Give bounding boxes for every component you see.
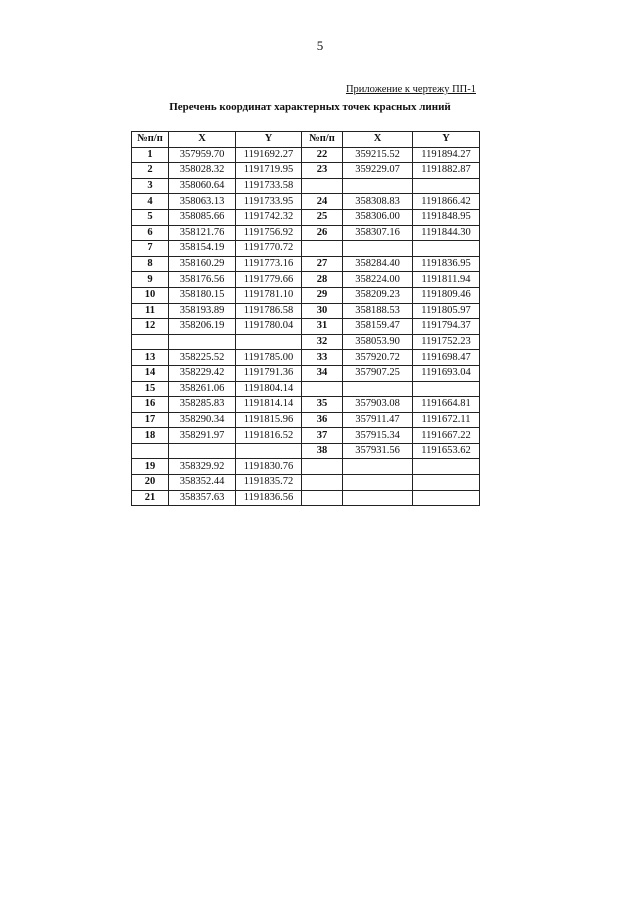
x-left-cell: 358229.42 bbox=[169, 365, 236, 381]
point-number-right-cell bbox=[302, 475, 343, 491]
point-number-right-cell: 28 bbox=[302, 272, 343, 288]
y-left-cell: 1191773.16 bbox=[236, 256, 302, 272]
table-row bbox=[132, 490, 480, 506]
x-left-cell: 358285.83 bbox=[169, 397, 236, 413]
y-left-cell: 1191779.66 bbox=[236, 272, 302, 288]
y-right-cell: 1191836.95 bbox=[413, 256, 480, 272]
x-left-cell: 358206.19 bbox=[169, 319, 236, 335]
y-right-cell bbox=[413, 381, 480, 397]
point-number-left-cell: 15 bbox=[132, 381, 169, 397]
point-number-left-cell: 17 bbox=[132, 412, 169, 428]
x-right-cell: 359229.07 bbox=[343, 163, 413, 179]
point-number-left-cell: 6 bbox=[132, 225, 169, 241]
y-right-cell: 1191667.22 bbox=[413, 428, 480, 444]
point-number-left-cell: 7 bbox=[132, 241, 169, 257]
point-number-right-cell bbox=[302, 178, 343, 194]
y-left-cell: 1191830.76 bbox=[236, 459, 302, 475]
x-right-cell: 357915.34 bbox=[343, 428, 413, 444]
table-header-row bbox=[132, 132, 480, 148]
x-right-cell bbox=[343, 490, 413, 506]
table-row bbox=[132, 334, 480, 350]
x-left-cell: 358176.56 bbox=[169, 272, 236, 288]
y-right-cell: 1191653.62 bbox=[413, 443, 480, 459]
document-title: Перечень координат характерных точек красных линий bbox=[169, 101, 451, 113]
point-number-left-cell: 16 bbox=[132, 397, 169, 413]
point-number-left-cell: 3 bbox=[132, 178, 169, 194]
y-right-cell: 1191698.47 bbox=[413, 350, 480, 366]
y-right-cell bbox=[413, 178, 480, 194]
x-left-cell: 358160.29 bbox=[169, 256, 236, 272]
point-number-right-cell: 32 bbox=[302, 334, 343, 350]
x-right-cell: 358224.00 bbox=[343, 272, 413, 288]
y-left-cell: 1191804.14 bbox=[236, 381, 302, 397]
x-left-cell: 358154.19 bbox=[169, 241, 236, 257]
x-right-cell: 357907.25 bbox=[343, 365, 413, 381]
point-number-left-cell: 11 bbox=[132, 303, 169, 319]
y-left-cell: 1191692.27 bbox=[236, 147, 302, 163]
point-number-right-cell bbox=[302, 381, 343, 397]
table-row bbox=[132, 178, 480, 194]
table-row bbox=[132, 412, 480, 428]
point-number-right-cell: 38 bbox=[302, 443, 343, 459]
y-left-cell: 1191836.56 bbox=[236, 490, 302, 506]
x-right-cell: 358209.23 bbox=[343, 287, 413, 303]
y-left-cell: 1191770.72 bbox=[236, 241, 302, 257]
point-number-left-cell: 12 bbox=[132, 319, 169, 335]
header-x-left: X bbox=[169, 132, 236, 148]
x-right-cell: 357931.56 bbox=[343, 443, 413, 459]
point-number-right-cell: 26 bbox=[302, 225, 343, 241]
y-left-cell: 1191780.04 bbox=[236, 319, 302, 335]
x-left-cell: 358352.44 bbox=[169, 475, 236, 491]
point-number-left-cell: 2 bbox=[132, 163, 169, 179]
y-left-cell: 1191719.95 bbox=[236, 163, 302, 179]
point-number-left-cell: 21 bbox=[132, 490, 169, 506]
x-right-cell bbox=[343, 475, 413, 491]
x-left-cell: 358063.13 bbox=[169, 194, 236, 210]
y-left-cell: 1191781.10 bbox=[236, 287, 302, 303]
x-right-cell bbox=[343, 241, 413, 257]
x-left-cell: 358290.34 bbox=[169, 412, 236, 428]
y-left-cell: 1191733.58 bbox=[236, 178, 302, 194]
y-right-cell: 1191848.95 bbox=[413, 209, 480, 225]
table-row bbox=[132, 256, 480, 272]
x-right-cell: 358284.40 bbox=[343, 256, 413, 272]
y-right-cell: 1191664.81 bbox=[413, 397, 480, 413]
x-right-cell: 358307.16 bbox=[343, 225, 413, 241]
point-number-right-cell: 33 bbox=[302, 350, 343, 366]
point-number-left-cell: 18 bbox=[132, 428, 169, 444]
y-left-cell bbox=[236, 334, 302, 350]
y-right-cell bbox=[413, 459, 480, 475]
y-right-cell: 1191794.37 bbox=[413, 319, 480, 335]
y-left-cell: 1191742.32 bbox=[236, 209, 302, 225]
y-left-cell bbox=[236, 443, 302, 459]
y-right-cell bbox=[413, 475, 480, 491]
header-number-left: №п/п bbox=[132, 132, 169, 148]
point-number-left-cell: 13 bbox=[132, 350, 169, 366]
point-number-left-cell: 1 bbox=[132, 147, 169, 163]
point-number-right-cell: 22 bbox=[302, 147, 343, 163]
y-left-cell: 1191791.36 bbox=[236, 365, 302, 381]
table-row bbox=[132, 459, 480, 475]
y-left-cell: 1191814.14 bbox=[236, 397, 302, 413]
y-left-cell: 1191733.95 bbox=[236, 194, 302, 210]
point-number-right-cell: 27 bbox=[302, 256, 343, 272]
page-number: 5 bbox=[316, 38, 324, 53]
y-right-cell: 1191693.04 bbox=[413, 365, 480, 381]
x-right-cell: 359215.52 bbox=[343, 147, 413, 163]
x-left-cell: 358291.97 bbox=[169, 428, 236, 444]
y-left-cell: 1191785.00 bbox=[236, 350, 302, 366]
table-row bbox=[132, 319, 480, 335]
coordinates-table bbox=[131, 131, 480, 506]
point-number-right-cell bbox=[302, 241, 343, 257]
x-left-cell: 358225.52 bbox=[169, 350, 236, 366]
y-right-cell bbox=[413, 241, 480, 257]
point-number-left-cell: 8 bbox=[132, 256, 169, 272]
y-right-cell: 1191866.42 bbox=[413, 194, 480, 210]
point-number-right-cell: 36 bbox=[302, 412, 343, 428]
y-left-cell: 1191756.92 bbox=[236, 225, 302, 241]
point-number-left-cell: 19 bbox=[132, 459, 169, 475]
table-row bbox=[132, 272, 480, 288]
x-left-cell bbox=[169, 443, 236, 459]
x-left-cell: 358060.64 bbox=[169, 178, 236, 194]
table-row bbox=[132, 163, 480, 179]
point-number-right-cell: 31 bbox=[302, 319, 343, 335]
table-row bbox=[132, 287, 480, 303]
y-right-cell bbox=[413, 490, 480, 506]
y-right-cell: 1191844.30 bbox=[413, 225, 480, 241]
x-right-cell bbox=[343, 178, 413, 194]
x-right-cell: 357911.47 bbox=[343, 412, 413, 428]
x-right-cell: 358308.83 bbox=[343, 194, 413, 210]
x-left-cell: 357959.70 bbox=[169, 147, 236, 163]
y-right-cell: 1191672.11 bbox=[413, 412, 480, 428]
header-number-right: №п/п bbox=[302, 132, 343, 148]
appendix-note: Приложение к чертежу ПП-1 bbox=[345, 84, 476, 95]
point-number-right-cell: 25 bbox=[302, 209, 343, 225]
point-number-right-cell: 23 bbox=[302, 163, 343, 179]
y-left-cell: 1191815.96 bbox=[236, 412, 302, 428]
header-x-right: X bbox=[343, 132, 413, 148]
x-left-cell: 358357.63 bbox=[169, 490, 236, 506]
table-row bbox=[132, 365, 480, 381]
y-left-cell: 1191835.72 bbox=[236, 475, 302, 491]
x-left-cell: 358085.66 bbox=[169, 209, 236, 225]
y-right-cell: 1191752.23 bbox=[413, 334, 480, 350]
x-left-cell: 358329.92 bbox=[169, 459, 236, 475]
point-number-right-cell: 34 bbox=[302, 365, 343, 381]
point-number-right-cell: 24 bbox=[302, 194, 343, 210]
point-number-right-cell: 29 bbox=[302, 287, 343, 303]
point-number-right-cell: 30 bbox=[302, 303, 343, 319]
point-number-left-cell bbox=[132, 443, 169, 459]
header-y-left: Y bbox=[236, 132, 302, 148]
x-right-cell: 357920.72 bbox=[343, 350, 413, 366]
x-right-cell: 358188.53 bbox=[343, 303, 413, 319]
table-row bbox=[132, 241, 480, 257]
y-right-cell: 1191894.27 bbox=[413, 147, 480, 163]
point-number-left-cell: 20 bbox=[132, 475, 169, 491]
table-row bbox=[132, 303, 480, 319]
point-number-left-cell: 4 bbox=[132, 194, 169, 210]
point-number-left-cell: 5 bbox=[132, 209, 169, 225]
y-right-cell: 1191805.97 bbox=[413, 303, 480, 319]
y-right-cell: 1191882.87 bbox=[413, 163, 480, 179]
x-right-cell: 357903.08 bbox=[343, 397, 413, 413]
point-number-left-cell: 14 bbox=[132, 365, 169, 381]
y-right-cell: 1191811.94 bbox=[413, 272, 480, 288]
x-left-cell: 358028.32 bbox=[169, 163, 236, 179]
x-right-cell bbox=[343, 459, 413, 475]
x-left-cell: 358121.76 bbox=[169, 225, 236, 241]
y-left-cell: 1191816.52 bbox=[236, 428, 302, 444]
table-row bbox=[132, 209, 480, 225]
table-row bbox=[132, 225, 480, 241]
x-right-cell bbox=[343, 381, 413, 397]
table-row bbox=[132, 443, 480, 459]
y-right-cell: 1191809.46 bbox=[413, 287, 480, 303]
table-row bbox=[132, 428, 480, 444]
point-number-right-cell: 37 bbox=[302, 428, 343, 444]
x-left-cell bbox=[169, 334, 236, 350]
x-right-cell: 358053.90 bbox=[343, 334, 413, 350]
x-left-cell: 358261.06 bbox=[169, 381, 236, 397]
table-row bbox=[132, 147, 480, 163]
table-row bbox=[132, 381, 480, 397]
x-left-cell: 358193.89 bbox=[169, 303, 236, 319]
x-right-cell: 358159.47 bbox=[343, 319, 413, 335]
y-left-cell: 1191786.58 bbox=[236, 303, 302, 319]
point-number-right-cell bbox=[302, 459, 343, 475]
table-row bbox=[132, 397, 480, 413]
point-number-left-cell: 10 bbox=[132, 287, 169, 303]
point-number-right-cell bbox=[302, 490, 343, 506]
table-row bbox=[132, 350, 480, 366]
point-number-right-cell: 35 bbox=[302, 397, 343, 413]
table-row bbox=[132, 475, 480, 491]
header-y-right: Y bbox=[413, 132, 480, 148]
table-body bbox=[132, 147, 480, 506]
x-right-cell: 358306.00 bbox=[343, 209, 413, 225]
x-left-cell: 358180.15 bbox=[169, 287, 236, 303]
point-number-left-cell bbox=[132, 334, 169, 350]
point-number-left-cell: 9 bbox=[132, 272, 169, 288]
table-row bbox=[132, 194, 480, 210]
